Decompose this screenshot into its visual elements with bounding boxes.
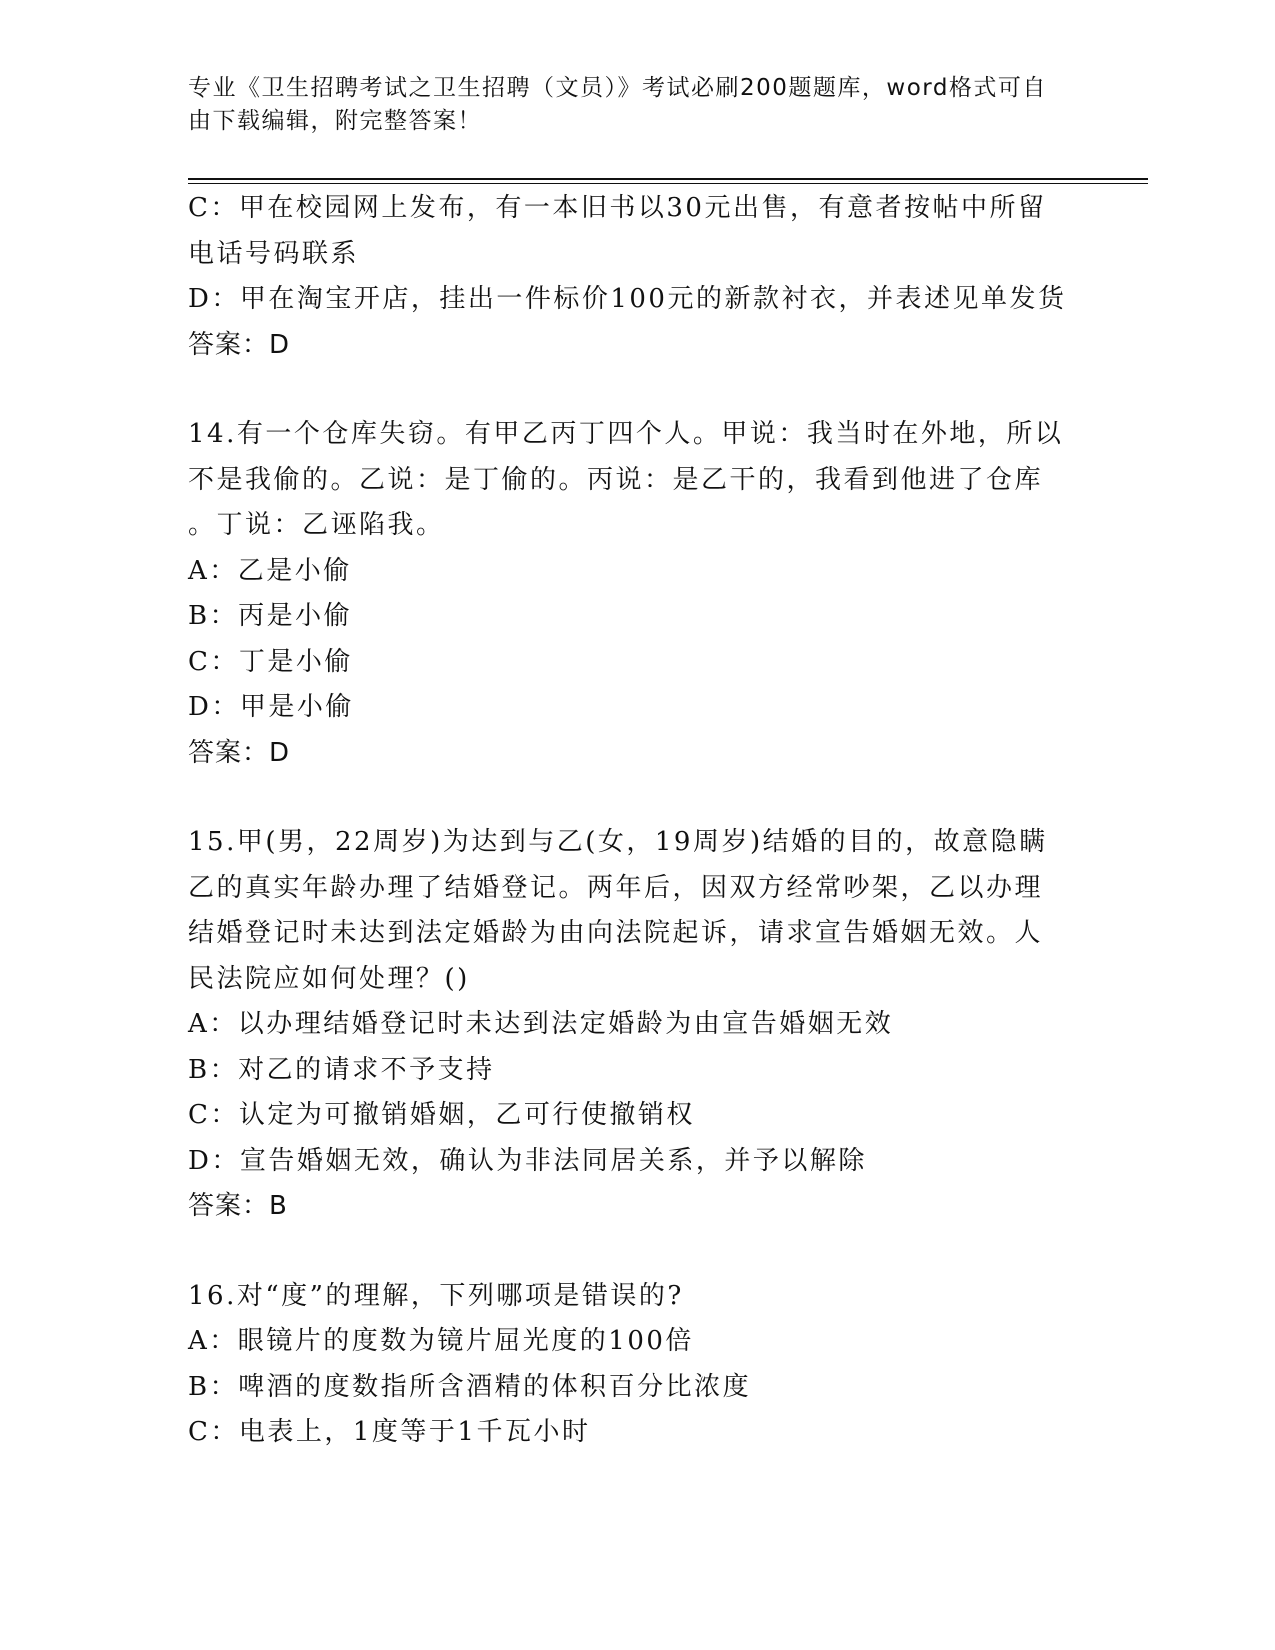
option-c-line-1: C：甲在校园网上发布，有一本旧书以30元出售，有意者按帖中所留 bbox=[188, 193, 1047, 223]
option-b: B：丙是小偷 bbox=[188, 601, 353, 631]
header-divider-thin bbox=[188, 183, 1148, 184]
question-stem-line-2: 乙的真实年龄办理了结婚登记。两年后，因双方经常吵架，乙以办理 bbox=[188, 872, 1044, 903]
option-d: D：甲在淘宝开店，挂出一件标价100元的新款衬衣，并表述见单发货 bbox=[188, 284, 1067, 314]
option-b: B：对乙的请求不予支持 bbox=[188, 1054, 495, 1085]
question-stem-line-1: 16.对“度”的理解，下列哪项是错误的? bbox=[188, 1280, 684, 1311]
question-15 bbox=[188, 820, 1088, 1230]
option-c: C：认定为可撤销婚姻，乙可行使撤销权 bbox=[188, 1100, 695, 1130]
spacer bbox=[188, 776, 1088, 820]
option-a: A：乙是小偷 bbox=[188, 555, 352, 586]
option-b: B：啤酒的度数指所含酒精的体积百分比浓度 bbox=[188, 1371, 752, 1402]
header-divider-thick bbox=[188, 178, 1148, 180]
option-d: D：甲是小偷 bbox=[188, 692, 354, 722]
question-stem-line-1: 14.有一个仓库失窃。有甲乙丙丁四个人。甲说：我当时在外地，所以 bbox=[188, 419, 1064, 449]
option-c-line-2: 电话号码联系 bbox=[188, 238, 360, 269]
option-d: D：宣告婚姻无效，确认为非法同居关系，并予以解除 bbox=[188, 1145, 867, 1176]
question-13-continued bbox=[188, 186, 1088, 368]
question-stem-line-3: 结婚登记时未达到法定婚龄为由向法院起诉，请求宣告婚姻无效。人 bbox=[188, 918, 1044, 948]
question-stem-line-2: 不是我偷的。乙说：是丁偷的。丙说：是乙干的，我看到他进了仓库 bbox=[188, 464, 1044, 495]
answer: 答案：D bbox=[188, 329, 291, 360]
answer: 答案：D bbox=[188, 737, 291, 768]
header-line-1: 专业《卫生招聘考试之卫生招聘（文员）》考试必刷200题题库，word格式可自 bbox=[188, 75, 1047, 101]
question-16 bbox=[188, 1274, 1088, 1456]
document-header bbox=[188, 72, 1088, 138]
question-stem-line-3: 。丁说：乙诬陷我。 bbox=[188, 510, 445, 540]
question-14 bbox=[188, 412, 1088, 776]
option-c: C：丁是小偷 bbox=[188, 646, 353, 677]
header-line-2: 由下载编辑，附完整答案！ bbox=[188, 108, 482, 134]
spacer bbox=[188, 368, 1088, 412]
option-a: A：以办理结婚登记时未达到法定婚龄为由宣告婚姻无效 bbox=[188, 1009, 894, 1039]
question-stem-line-1: 15.甲(男，22周岁)为达到与乙(女，19周岁)结婚的目的，故意隐瞒 bbox=[188, 827, 1048, 857]
option-c: C：电表上，1度等于1千瓦小时 bbox=[188, 1417, 591, 1447]
question-list bbox=[188, 186, 1088, 1456]
question-stem-line-4: 民法院应如何处理？() bbox=[188, 963, 470, 994]
answer: 答案：B bbox=[188, 1191, 288, 1221]
option-a: A：眼镜片的度数为镜片屈光度的100倍 bbox=[188, 1326, 694, 1356]
spacer bbox=[188, 1230, 1088, 1274]
